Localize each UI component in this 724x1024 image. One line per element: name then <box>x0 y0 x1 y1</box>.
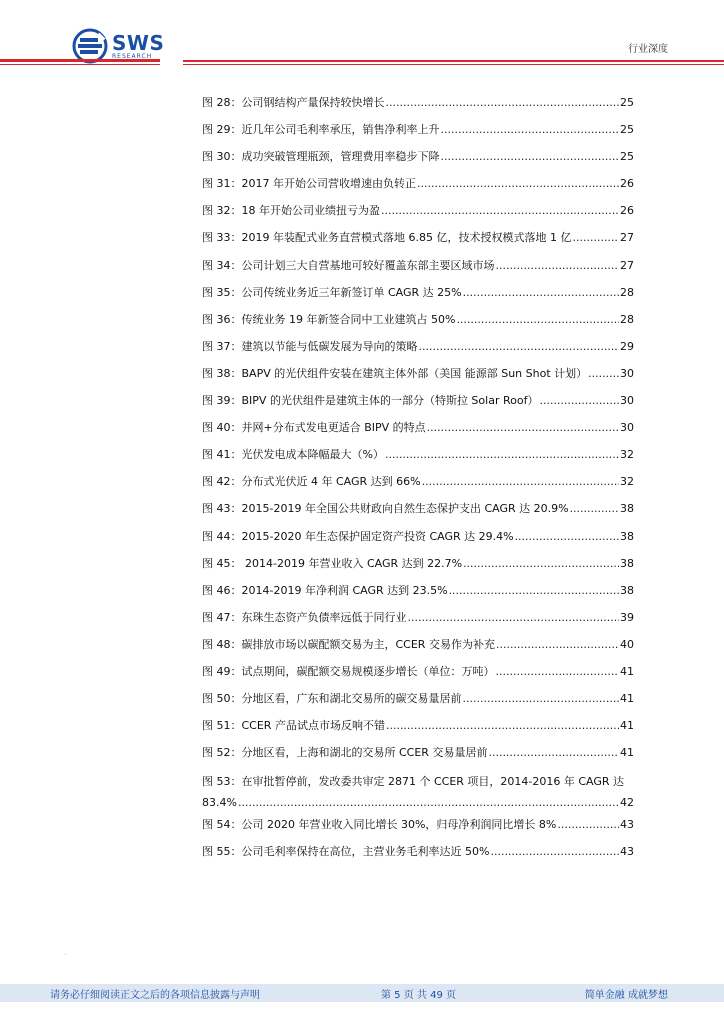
toc-entry-page: 30 <box>620 366 634 380</box>
toc-entry-page: 38 <box>620 583 634 597</box>
toc-entry-page: 32 <box>620 475 634 489</box>
toc-leader-dots <box>449 584 619 597</box>
toc-entry-title: 图 49：试点期间，碳配额交易规模逐步增长（单位：万吨） <box>202 664 495 678</box>
toc-entry-page: 25 <box>620 123 634 137</box>
toc-entry[interactable] <box>202 528 634 555</box>
toc-entry[interactable] <box>202 175 634 202</box>
toc-entry[interactable] <box>202 202 634 229</box>
toc-entry-page: 38 <box>620 529 634 543</box>
toc-leader-dots <box>408 611 620 624</box>
toc-entry-page: 28 <box>620 312 634 326</box>
toc-entry-page: 41 <box>620 719 634 733</box>
toc-leader-dots <box>572 231 619 244</box>
toc-entry-title: 图 39：BIPV 的光伏组件是建筑主体的一部分（特斯拉 Solar Roof） <box>202 394 539 408</box>
toc-entry[interactable] <box>202 843 634 870</box>
toc-leader-dots <box>417 177 619 190</box>
toc-entry[interactable] <box>202 121 634 148</box>
footer-disclaimer: 请务必仔细阅读正文之后的各项信息披露与声明 <box>50 990 260 1001</box>
toc-entry-page: 29 <box>620 339 634 353</box>
toc-entry[interactable] <box>202 582 634 609</box>
toc-entry[interactable] <box>202 744 634 771</box>
toc-leader-dots <box>488 746 619 759</box>
toc-entry-title: 图 47：东珠生态资产负债率远低于同行业 <box>202 610 407 624</box>
toc-entry[interactable] <box>202 500 634 527</box>
brand-name: SWS <box>112 30 165 55</box>
toc-entry-page: 38 <box>620 556 634 570</box>
toc-entry[interactable] <box>202 284 634 311</box>
toc-entry-page: 38 <box>620 502 634 516</box>
footer-mark: · <box>64 950 67 959</box>
toc-leader-dots <box>557 818 619 831</box>
toc-entry-title: 图 55：公司毛利率保持在高位，主营业务毛利率达近 50% <box>202 845 490 859</box>
toc-leader-dots <box>463 557 619 570</box>
toc-entry[interactable] <box>202 771 634 816</box>
toc-entry-page: 43 <box>620 845 634 859</box>
figure-index <box>202 94 634 871</box>
toc-entry-title-tail: 83.4% <box>202 796 237 810</box>
toc-leader-dots <box>515 530 619 543</box>
toc-entry-title: 图 52：分地区看，上海和湖北的交易所 CCER 交易量居前 <box>202 746 488 760</box>
toc-entry-title: 图 54：公司 2020 年营业收入同比增长 30%，归母净利润同比增长 8% <box>202 818 557 832</box>
toc-entry-title-continued <box>202 792 634 813</box>
toc-entry[interactable] <box>202 94 634 121</box>
toc-entry-title: 图 34：公司计划三大自营基地可较好覆盖东部主要区域市场 <box>202 258 495 272</box>
toc-entry[interactable] <box>202 392 634 419</box>
toc-entry[interactable] <box>202 816 634 843</box>
toc-entry[interactable] <box>202 311 634 338</box>
toc-entry-page: 32 <box>620 448 634 462</box>
toc-entry[interactable] <box>202 338 634 365</box>
toc-entry-page: 41 <box>620 692 634 706</box>
toc-entry-page: 39 <box>620 610 634 624</box>
report-category: 行业深度 <box>628 44 668 55</box>
toc-leader-dots <box>463 692 620 705</box>
toc-entry[interactable] <box>202 555 634 582</box>
toc-entry-title: 图 42：分布式光伏近 4 年 CAGR 达到 66% <box>202 475 421 489</box>
toc-entry-title: 图 44：2015-2020 年生态保护固定资产投资 CAGR 达 29.4% <box>202 529 514 543</box>
toc-entry[interactable] <box>202 257 634 284</box>
toc-entry-title: 图 41：光伏发电成本降幅最大（%） <box>202 448 384 462</box>
toc-entry-title: 图 35：公司传统业务近三年新签订单 CAGR 达 25% <box>202 285 462 299</box>
toc-entry[interactable] <box>202 609 634 636</box>
toc-entry-title: 图 38：BAPV 的光伏组件安装在建筑主体外部（美国 能源部 Sun Shot 计划） <box>202 366 588 380</box>
toc-entry-page: 25 <box>620 96 634 109</box>
toc-leader-dots <box>441 123 620 136</box>
toc-leader-dots <box>381 204 619 217</box>
header-rule-right-thin <box>183 64 724 65</box>
toc-entry-title: 图 37：建筑以节能与低碳发展为导向的策略 <box>202 339 418 353</box>
toc-entry-title: 图 33：2019 年装配式业务直营模式落地 6.85 亿，技术授权模式落地 1 亿 <box>202 231 572 245</box>
toc-entry[interactable] <box>202 690 634 717</box>
toc-leader-dots <box>238 792 619 813</box>
header-rule <box>0 59 160 62</box>
toc-leader-dots <box>496 638 619 651</box>
toc-entry-title: 图 30：成功突破管理瓶颈，管理费用率稳步下降 <box>202 150 440 164</box>
toc-entry-title: 图 31：2017 年开始公司营收增速由负转正 <box>202 177 416 191</box>
toc-entry-page: 28 <box>620 285 634 299</box>
toc-entry-page: 27 <box>620 231 634 245</box>
toc-entry-title: 图 48：碳排放市场以碳配额交易为主，CCER 交易作为补充 <box>202 637 495 651</box>
page-header <box>0 0 724 72</box>
toc-entry-page: 26 <box>620 204 634 218</box>
toc-entry-title: 图 29：近几年公司毛利率承压，销售净利率上升 <box>202 123 440 137</box>
toc-leader-dots <box>496 665 620 678</box>
toc-leader-dots <box>490 845 619 858</box>
toc-entry-title: 图 32：18 年开始公司业绩扭亏为盈 <box>202 204 380 218</box>
toc-entry-page: 42 <box>620 796 634 810</box>
toc-leader-dots <box>456 313 619 326</box>
toc-entry-title: 图 53：在审批暂停前，发改委共审定 2871 个 CCER 项目，2014-2016 年 CAGR 达 <box>202 775 625 789</box>
toc-entry-page: 43 <box>620 818 634 832</box>
toc-entry-page: 25 <box>620 150 634 164</box>
toc-leader-dots <box>496 259 620 272</box>
toc-entry[interactable] <box>202 365 634 392</box>
toc-entry[interactable] <box>202 446 634 473</box>
toc-entry-page: 41 <box>620 664 634 678</box>
toc-leader-dots <box>570 502 619 515</box>
toc-entry[interactable] <box>202 148 634 175</box>
toc-entry-title: 图 36：传统业务 19 年新签合同中工业建筑占 50% <box>202 312 456 326</box>
toc-entry-title: 图 46：2014-2019 年净利润 CAGR 达到 23.5% <box>202 583 448 597</box>
toc-leader-dots <box>386 719 619 732</box>
header-rule-right <box>183 60 724 62</box>
toc-entry-page: 27 <box>620 258 634 272</box>
footer-page-info: 第 5 页 共 49 页 <box>381 990 456 1001</box>
toc-leader-dots <box>463 286 619 299</box>
toc-entry-title: 图 45： 2014-2019 年营业收入 CAGR 达到 22.7% <box>202 556 463 570</box>
toc-entry[interactable] <box>202 229 634 256</box>
footer-slogan: 简单金融 成就梦想 <box>584 990 668 1001</box>
toc-leader-dots <box>539 394 619 407</box>
toc-entry-title: 图 50：分地区看，广东和湖北交易所的碳交易量居前 <box>202 692 462 706</box>
toc-entry[interactable] <box>202 419 634 446</box>
toc-entry[interactable] <box>202 663 634 690</box>
toc-leader-dots <box>427 421 619 434</box>
toc-leader-dots <box>422 475 619 488</box>
toc-leader-dots <box>588 367 619 380</box>
toc-entry[interactable] <box>202 473 634 500</box>
toc-entry[interactable] <box>202 717 634 744</box>
toc-entry-page: 41 <box>620 746 634 760</box>
toc-entry-title: 图 40：并网+分布式发电更适合 BIPV 的特点 <box>202 421 426 435</box>
brand-sub: RESEARCH <box>112 52 153 60</box>
toc-entry-page: 30 <box>620 394 634 408</box>
toc-entry-page: 26 <box>620 177 634 191</box>
toc-leader-dots <box>385 448 619 461</box>
toc-entry[interactable] <box>202 636 634 663</box>
toc-leader-dots <box>441 150 620 163</box>
toc-entry-page: 40 <box>620 637 634 651</box>
toc-entry-title: 图 43：2015-2019 年全国公共财政向自然生态保护支出 CAGR 达 20.9% <box>202 502 569 516</box>
toc-leader-dots <box>419 340 620 353</box>
header-rule-thin <box>0 64 160 65</box>
toc-leader-dots <box>386 96 620 109</box>
toc-entry-page: 30 <box>620 421 634 435</box>
toc-entry-title: 图 51：CCER 产品试点市场反响不错 <box>202 719 385 733</box>
toc-entry-title: 图 28：公司钢结构产量保持较快增长 <box>202 96 385 109</box>
